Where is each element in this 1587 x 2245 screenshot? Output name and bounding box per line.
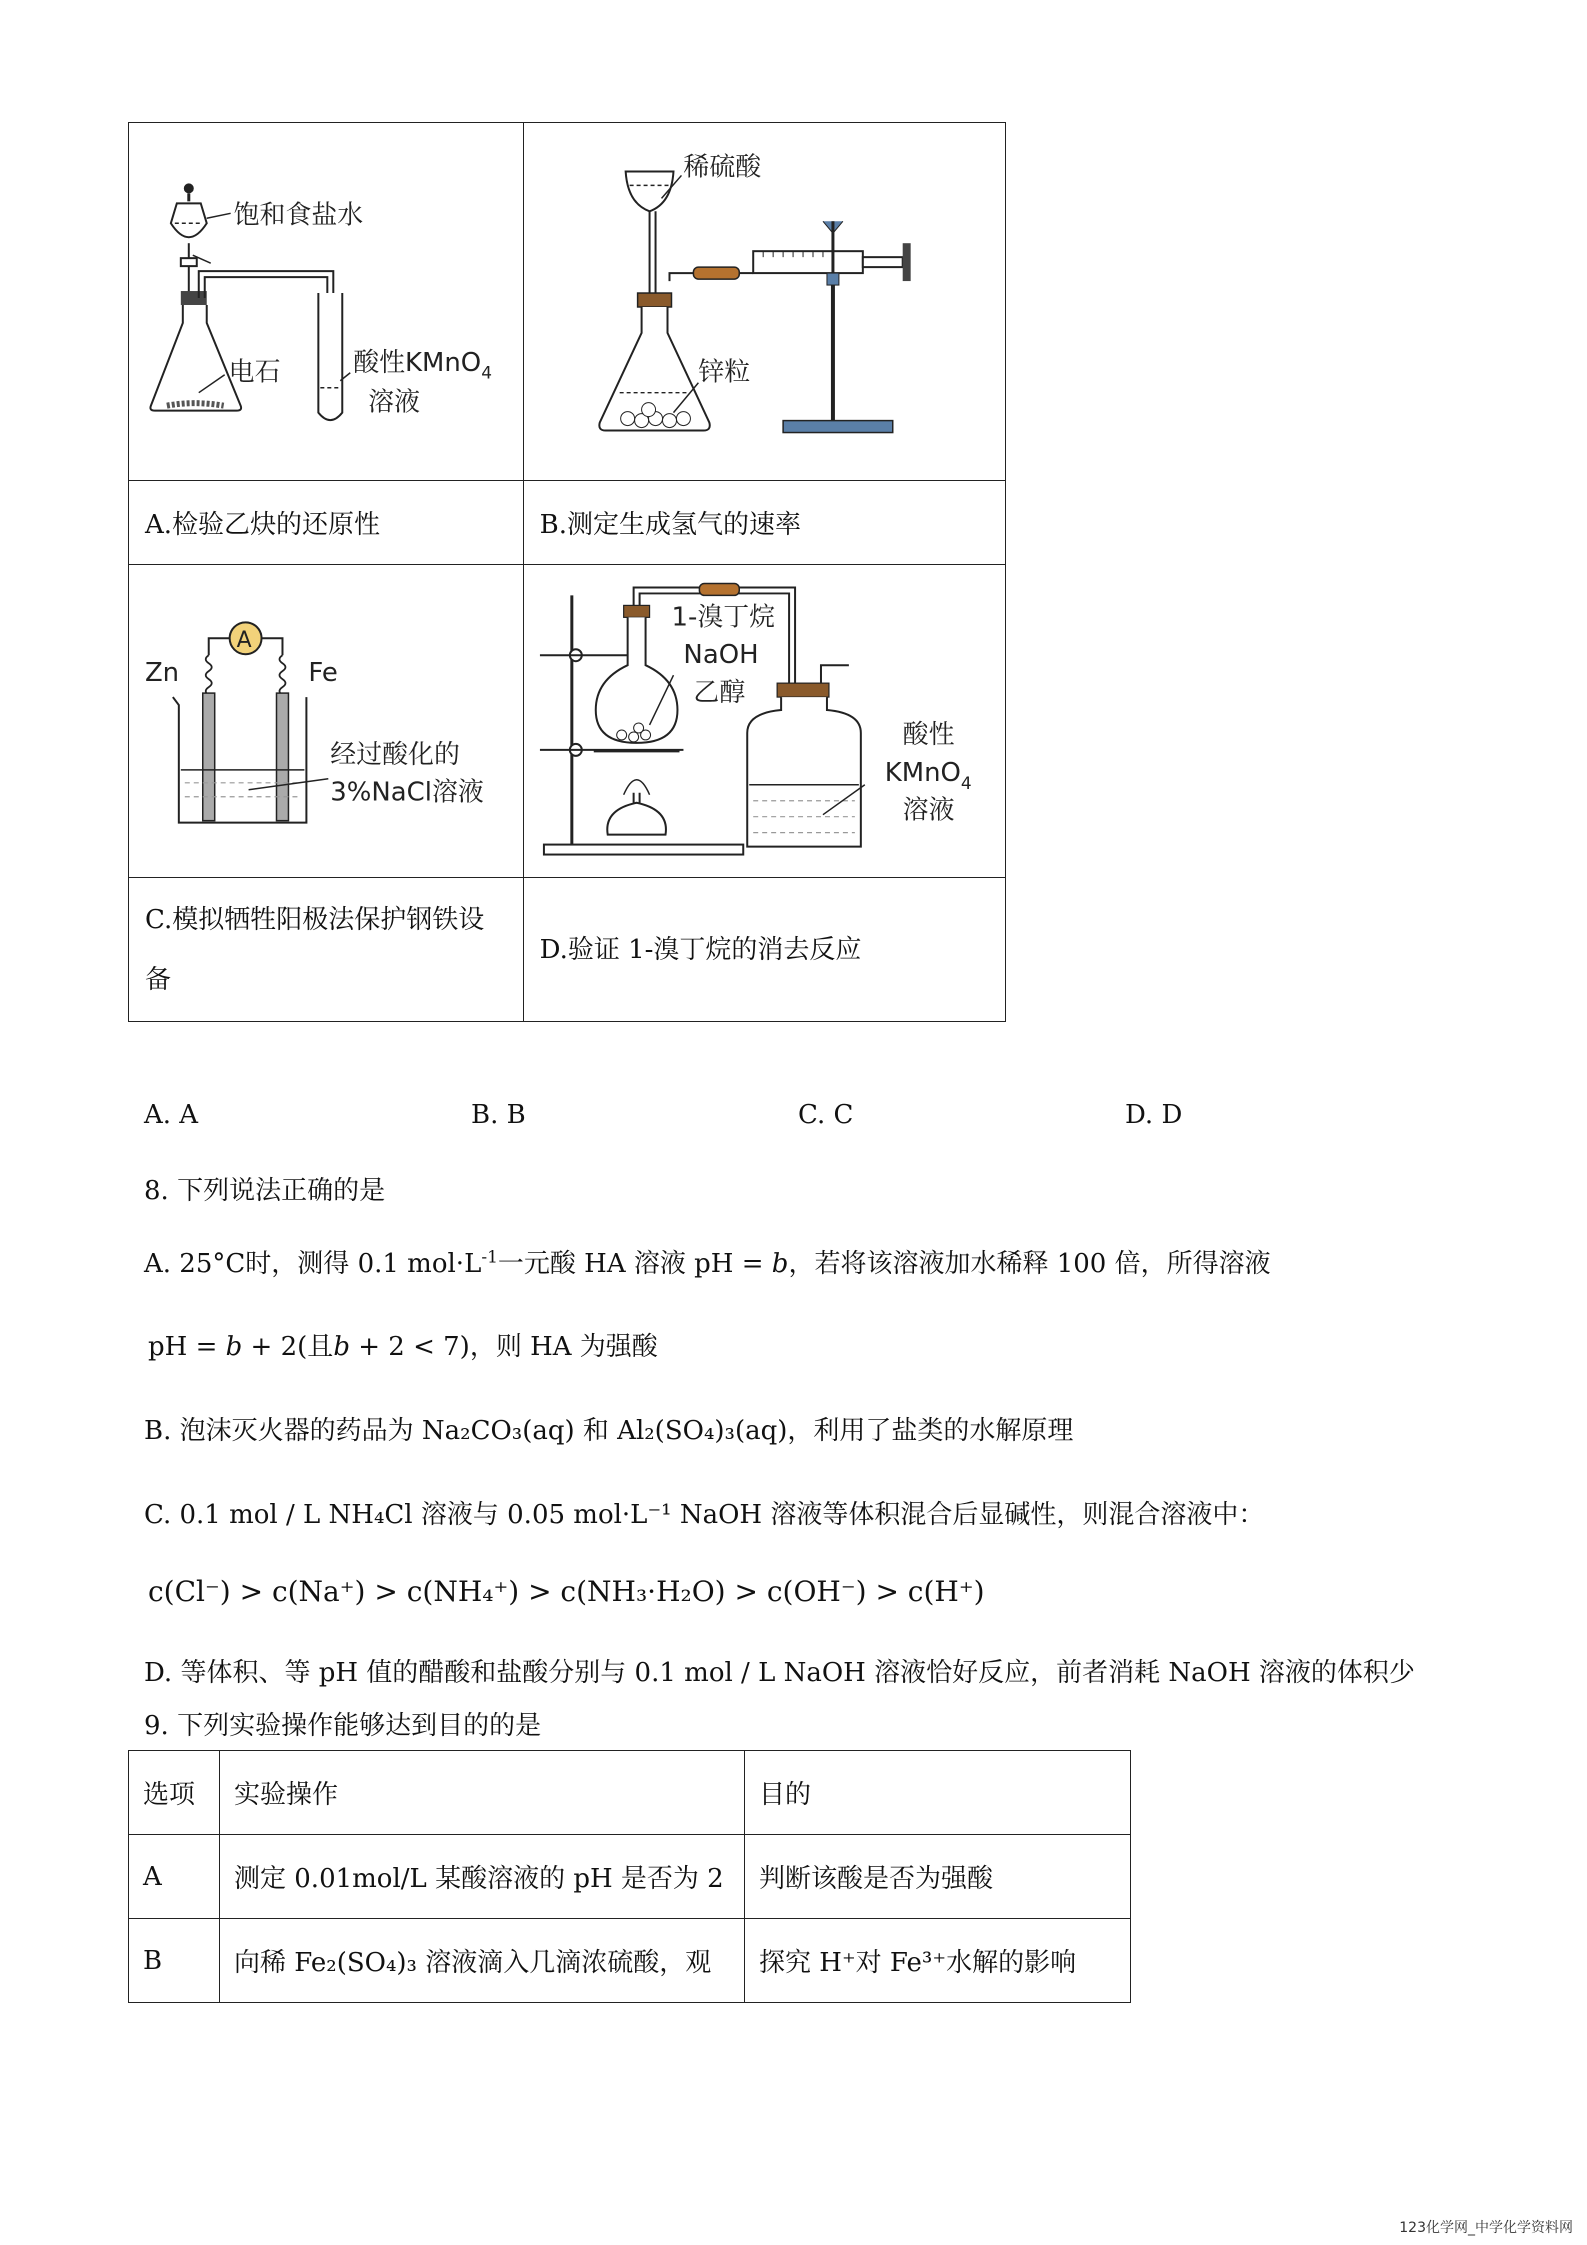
label-solution-a: 溶液: [368, 387, 421, 418]
header-purpose: 目的: [745, 1751, 1131, 1835]
header-operation: 实验操作: [220, 1751, 745, 1835]
caption-b: B.测定生成氢气的速率: [523, 481, 1005, 565]
option-8b[interactable]: B. 泡沫灭火器的药品为 Na₂CO₃(aq) 和 Al₂(SO₄)₃(aq)，利用了盐类的水解原理: [144, 1416, 1074, 1446]
row-a-option: A: [129, 1835, 220, 1919]
label-ethanol: 乙醇: [693, 678, 745, 709]
row-a-operation: 测定 0.01mol/L 某酸溶液的 pH 是否为 2: [220, 1835, 745, 1919]
row-a-purpose: 判断该酸是否为强酸: [745, 1835, 1131, 1919]
label-calcium-carbide: 电石: [228, 357, 281, 388]
label-zn: Zn: [144, 658, 180, 689]
figure-a-apparatus: [129, 123, 523, 480]
figure-b-cell: [523, 123, 1005, 481]
row-b-operation: 向稀 Fe₂(SO₄)₃ 溶液滴入几滴浓硫酸，观: [220, 1919, 745, 2003]
question-8-title: 8. 下列说法正确的是: [144, 1176, 386, 1206]
label-acidic: 酸性: [902, 719, 955, 750]
label-saturated-brine: 饱和食盐水: [233, 200, 364, 231]
option-8a-line1[interactable]: A. 25°C时，测得 0.1 $mol\cdot L^{-1}$一元酸 HA 溶液 pH = b，若将该溶液加水稀释 100 倍，所得溶液: [144, 1247, 1271, 1279]
site-footer: 123化学网_中学化学资料网: [1399, 2220, 1573, 2236]
ammeter-label: A: [236, 628, 252, 654]
experiment-table: [128, 122, 1006, 1022]
choice-b[interactable]: B. B: [471, 1100, 526, 1130]
table-row: [129, 1919, 1131, 2003]
question-9-table: [128, 1750, 1131, 2003]
figure-d-cell: [523, 565, 1005, 878]
option-8c-line1[interactable]: C. 0.1 mol / L NH₄Cl 溶液与 0.05 mol·L⁻¹ NaOH 溶液等体积混合后显碱性，则混合溶液中：: [144, 1500, 1265, 1530]
figure-d-apparatus: [524, 565, 1005, 877]
label-naoh: NaOH: [683, 640, 759, 671]
label-acidic-kmno4: 酸性KMnO$_4$: [353, 347, 492, 383]
label-dilute-sulfuric-acid: 稀硫酸: [683, 152, 761, 183]
choice-d[interactable]: D. D: [1125, 1100, 1183, 1130]
choice-a[interactable]: A. A: [144, 1100, 199, 1130]
caption-c: C.模拟牺牲阳极法保护钢铁设 备: [129, 878, 524, 1022]
table-row: [129, 1835, 1131, 1919]
caption-a: A.检验乙炔的还原性: [129, 481, 524, 565]
figure-c-apparatus: [129, 565, 523, 877]
header-option: 选项: [129, 1751, 220, 1835]
option-8d[interactable]: D. 等体积、等 pH 值的醋酸和盐酸分别与 0.1 mol / L NaOH 溶液恰好反应，前者消耗 NaOH 溶液的体积少: [144, 1658, 1415, 1688]
label-acidified: 经过酸化的: [330, 739, 460, 770]
table-header-row: [129, 1751, 1131, 1835]
row-b-option: B: [129, 1919, 220, 2003]
option-8a-line2: pH = b + 2(且b + 2 < 7)，则 HA 为强酸: [148, 1332, 658, 1362]
figure-a-cell: [129, 123, 524, 481]
label-1-bromobutane: 1-溴丁烷: [671, 602, 775, 633]
figure-b-apparatus: [524, 123, 1005, 480]
label-kmno4: KMnO$_4$: [884, 757, 972, 793]
figure-c-cell: [129, 565, 524, 878]
label-zinc-granules: 锌粒: [698, 357, 750, 388]
question-9-title: 9. 下列实验操作能够达到目的的是: [144, 1711, 542, 1741]
option-8c-line2: c(Cl⁻) > c(Na⁺) > c(NH₄⁺) > c(NH₃·H₂O) > c(OH⁻) > c(H⁺): [148, 1575, 985, 1608]
label-nacl-solution: 3%NaCl溶液: [330, 777, 484, 808]
caption-d: D.验证 1-溴丁烷的消去反应: [523, 878, 1005, 1022]
label-solution-d: 溶液: [902, 795, 955, 826]
label-fe: Fe: [308, 658, 338, 689]
choice-c[interactable]: C. C: [798, 1100, 854, 1130]
row-b-purpose: 探究 H⁺对 Fe³⁺水解的影响: [745, 1919, 1131, 2003]
